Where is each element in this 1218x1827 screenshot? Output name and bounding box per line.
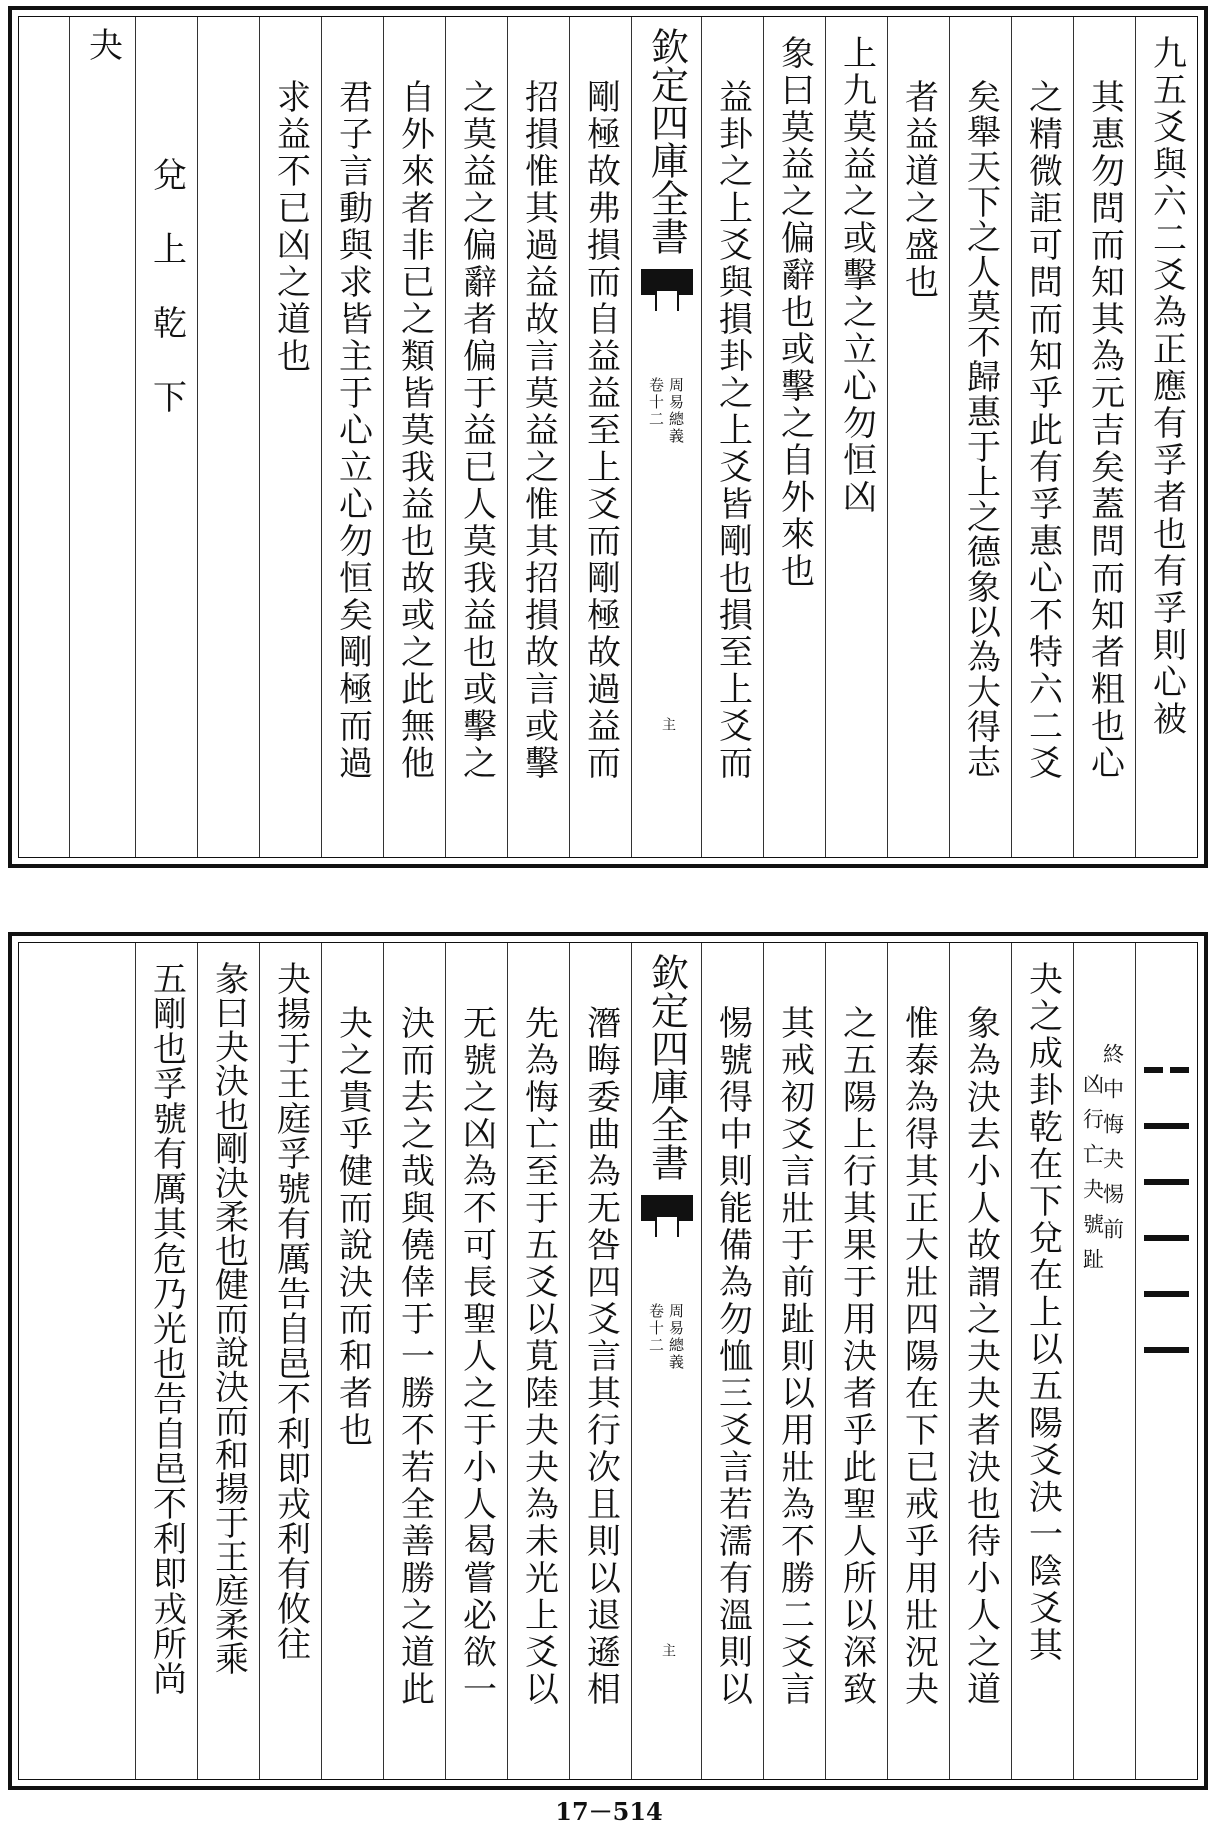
side-note: 終中悔夬惕前 [1100,1043,1125,1253]
running-head-volume: 卷十二 [647,1303,665,1354]
text-column: 剛極故弗損而自益益至上爻而剛極故過益而 [580,79,621,782]
text-column: 自外來者非已之類皆莫我益也故或之此無他 [394,79,435,782]
text-column: 益卦之上爻與損卦之上爻皆剛也損至上爻而 [712,79,753,782]
top-col-4 [949,17,1011,857]
bottom-col-4 [825,943,887,1779]
text-column: 其戒初爻言壯于前趾則以用壯為不勝二爻言 [774,1005,815,1708]
top-col-9 [569,17,631,857]
text-column: 其惠勿問而知其為元吉矣蓋問而知者粗也心 [1084,79,1125,782]
top-col-13 [321,17,383,857]
text-column: 五剛也孚號有厲其危乃光也告自邑不利即戎所尚 [146,961,187,1696]
top-col-15 [197,17,259,857]
bottom-col-8 [507,943,569,1779]
text-column: 之五陽上行其果于用決者乎此聖人所以深致 [836,1005,877,1708]
hexagram-line-yin [1144,1067,1189,1073]
bottom-col-margin [19,943,135,1779]
top-center-strip [631,17,701,857]
hexagram-line-yang [1144,1123,1189,1129]
running-head: 周易總義 [667,377,685,445]
bottom-col-6 [701,943,763,1779]
bottom-col-5 [763,943,825,1779]
fish-tail-mark [641,1195,693,1221]
top-col-5 [887,17,949,857]
side-notes-column [1073,943,1135,1779]
text-column: 招損惟其過益故言莫益之惟其招損故言或擊 [518,79,559,782]
running-head-volume: 卷十二 [647,377,665,428]
top-col-6 [825,17,887,857]
bottom-center-strip [631,943,701,1779]
text-column: 君子言動與求皆主于心立心勿恒矣剛極而過 [332,79,373,782]
text-column: 者益道之盛也 [898,79,939,301]
top-col-17 [69,17,135,857]
top-page-frame [18,16,1198,858]
running-head: 周易總義 [667,1303,685,1371]
folio-number: 主 [660,1643,676,1657]
top-col-8 [701,17,763,857]
hexagram-figure [1135,943,1197,1779]
bottom-page [8,932,1208,1790]
bottom-col-3 [887,943,949,1779]
text-column: 夬之成卦乾在下兌在上以五陽爻決一陰爻其 [1022,961,1063,1664]
bottom-col-10 [383,943,445,1779]
folio-number: 主 [660,717,676,731]
side-note: 凶行亡夬號趾 [1080,1073,1105,1283]
text-column: 求益不已凶之道也 [270,79,311,375]
text-column: 彖曰夬決也剛決柔也健而說決而和揚于王庭柔乘 [208,961,249,1675]
top-col-16 [135,17,197,857]
top-col-10 [507,17,569,857]
hexagram-line-yang [1144,1347,1189,1353]
hexagram-line-yang [1144,1179,1189,1185]
page-number: 17－514 [555,1797,663,1826]
hexagram-line-yang [1144,1291,1189,1297]
bottom-col-11 [321,943,383,1779]
text-column: 九五爻與六二爻為正應有孚者也有孚則心被 [1146,35,1187,738]
text-column: 象為決去小人故謂之夬夬者決也待小人之道 [960,1005,1001,1708]
top-col-2 [1073,17,1135,857]
text-column: 上九莫益之或擊之立心勿恒凶 [836,35,877,516]
book-title: 欽定四庫全書 [644,953,689,1181]
text-column: 象曰莫益之偏辭也或擊之自外來也 [774,35,815,590]
text-column: 矣舉天下之人莫不歸惠于上之德象以為大得志 [960,79,1001,779]
top-col-14 [259,17,321,857]
top-col-11 [445,17,507,857]
text-column: 惕號得中則能備為勿恤三爻言若濡有溫則以 [712,1005,753,1708]
bottom-page-frame [18,942,1198,1780]
text-column: 之莫益之偏辭者偏于益已人莫我益也或擊之 [456,79,497,782]
book-title: 欽定四庫全書 [644,27,689,255]
fish-tail-mark [641,269,693,295]
text-column: 惟泰為得其正大壯四陽在下已戒乎用壯況夬 [898,1005,939,1708]
text-column: 夬之貴乎健而說決而和者也 [332,1005,373,1449]
hexagram-line-yang [1144,1235,1189,1241]
hexagram-name: 夬 [82,27,123,64]
top-col-1 [1135,17,1197,857]
text-column: 无號之凶為不可長聖人之于小人曷嘗必欲一 [456,1005,497,1708]
top-col-7 [763,17,825,857]
text-column: 之精微詎可問而知乎此有孚惠心不特六二爻 [1022,79,1063,782]
top-page [8,6,1208,868]
top-col-3 [1011,17,1073,857]
text-column: 潛晦委曲為无咎四爻言其行次且則以退遜相 [580,1005,621,1708]
bottom-col-1 [1011,943,1073,1779]
text-column: 夬揚于王庭孚號有厲告自邑不利即戎利有攸往 [270,961,311,1661]
bottom-col-13 [197,943,259,1779]
top-col-12 [383,17,445,857]
bottom-col-9 [445,943,507,1779]
bottom-col-2 [949,943,1011,1779]
trigram-label: 兌上乾下 [146,157,187,453]
bottom-col-12 [259,943,321,1779]
text-column: 先為悔亡至于五爻以莧陸夬夬為未光上爻以 [518,1005,559,1708]
bottom-col-7 [569,943,631,1779]
bottom-col-14 [135,943,197,1779]
text-column: 決而去之哉與僥倖于一勝不若全善勝之道此 [394,1005,435,1708]
top-col-margin [19,17,69,857]
